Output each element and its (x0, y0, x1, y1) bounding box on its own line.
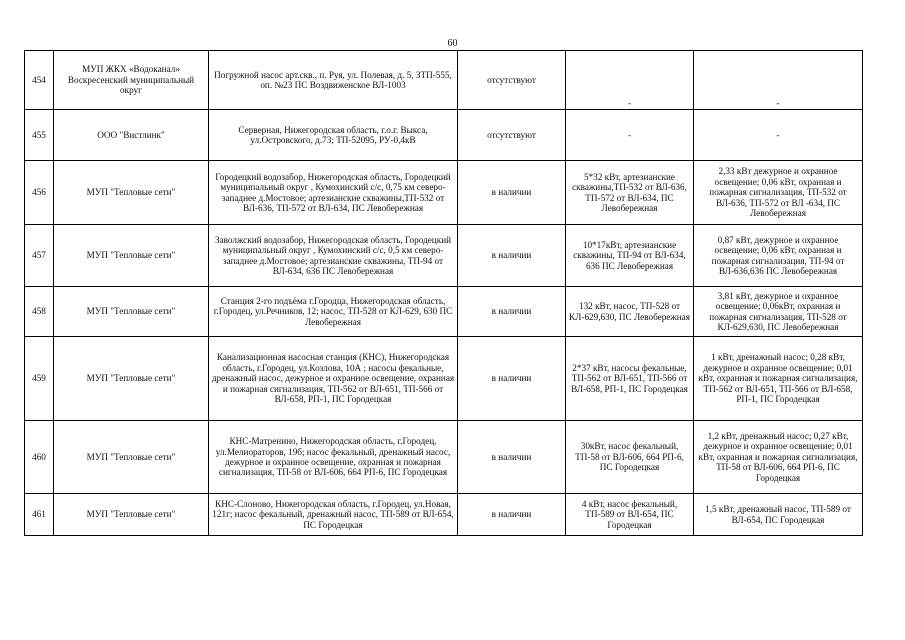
address-cell: Серверная, Нижегородская область, г.о.г. Выкса, ул.Островского, д.73; ТП-52095, РУ-0,4кВ (209, 110, 458, 161)
backup-power-cell: 1,5 кВт, дренажный насос, ТП-589 от ВЛ-654, ПС Городецкая (694, 494, 863, 536)
table-row (25, 494, 863, 536)
document-table (24, 50, 863, 536)
address-cell: Погружной насос арт.скв., п. Руя, ул. Полевая, д. 5, ЗТП-555, оп. №23 ПС Воздвиженское ВЛ-1003 (209, 51, 458, 110)
address-cell: Станция 2-го подъёма г.Городца, Нижегородская область, г.Городец, ул.Речников, 12; насос, ТП-528 от КЛ-629, 630 ПС Левобережная (209, 287, 458, 337)
equipment-status-cell: в наличии (458, 161, 566, 225)
equipment-status-cell: отсутствуют (458, 51, 566, 110)
page-number: 60 (447, 38, 458, 49)
organization-cell: МУП "Тепловые сети" (54, 337, 209, 421)
table-row (25, 337, 863, 421)
row-number: 455 (25, 110, 54, 161)
organization-cell: МУП "Тепловые сети" (54, 421, 209, 494)
row-number: 459 (25, 337, 54, 421)
main-power-cell: 2*37 кВт, насосы фекальные, ТП-562 от ВЛ-651, ТП-566 от ВЛ-658, РП-1, ПС Городецкая (566, 337, 694, 421)
table-row (25, 287, 863, 337)
main-power-cell: - (566, 110, 694, 161)
organization-cell: МУП "Тепловые сети" (54, 161, 209, 225)
row-number: 457 (25, 225, 54, 287)
address-cell: Городецкий водозабор, Нижегородская область, Городецкий муниципальный округ , Кумохинский с/с, 0,75 км северо-западнее д.Мостовое; артезианские скважины,ТП-532 от ВЛ-636, ТП-572 от ВЛ-634, ПС Левобережная (209, 161, 458, 225)
table-row (25, 51, 863, 110)
address-cell: Канализационная насосная станция (КНС), Нижегородская область, г.Городец, ул.Козлова, 10А ; насосы фекальные, дренажный насос, дежурное и охранное освещение, охранная и пожарная сигнализация, ТП-562 от ВЛ-651, ТП-566 от ВЛ-658, РП-1, ПС Городецкая (209, 337, 458, 421)
main-power-cell: 10*17кВт, артезианские скважины, ТП-94 от ВЛ-634, 636 ПС Левобережная (566, 225, 694, 287)
main-power-cell: 5*32 кВт, артезианские скважины,ТП-532 от ВЛ-636, ТП-572 от ВЛ-634, ПС Левобережная (566, 161, 694, 225)
organization-cell: МУП ЖКХ «Водоканал» Воскресенский муниципальный округ (54, 51, 209, 110)
table-row (25, 225, 863, 287)
equipment-status-cell: в наличии (458, 421, 566, 494)
main-power-cell: 4 кВт, насос фекальный, ТП-589 от ВЛ-654, ПС Городецкая (566, 494, 694, 536)
address-cell: Заволжский водозабор, Нижегородская область, Городецкий муниципальный округ , Кумохинский с/с, 0,5 км северо-западнее д.Мостовое; артезианские скважины, ТП-94 от ВЛ-634, 636 ПС Левобережная (209, 225, 458, 287)
organization-cell: МУП "Тепловые сети" (54, 494, 209, 536)
row-number: 461 (25, 494, 54, 536)
table-row (25, 421, 863, 494)
table-row (25, 110, 863, 161)
row-number: 454 (25, 51, 54, 110)
organization-cell: МУП "Тепловые сети" (54, 287, 209, 337)
main-power-cell: 132 кВт, насос, ТП-528 от КЛ-629,630, ПС Левобережная (566, 287, 694, 337)
backup-power-cell: 1,2 кВт, дренажный насос; 0,27 кВт, дежурное и охранное освещение; 0,01 кВт, охранная и пожарная сигнализация, ТП-58 от ВЛ-606, 664 РП-6, ПС Городецкая (694, 421, 863, 494)
address-cell: КНС-Слоново, Нижегородская область, г.Городец, ул.Новая, 121г; насос фекальный, дренажный насос, ТП-589 от ВЛ-654, ПС Городецкая (209, 494, 458, 536)
backup-power-cell: - (694, 51, 863, 110)
backup-power-cell: 1 кВт, дренажный насос; 0,28 кВт, дежурное и охранное освещение; 0,01 кВт, охранная и пожарная сигнализация, ТП-562 от ВЛ-651, ТП-566 от ВЛ-658, РП-1, ПС Городецкая (694, 337, 863, 421)
equipment-status-cell: в наличии (458, 494, 566, 536)
organization-cell: ООО "Вистлинк" (54, 110, 209, 161)
equipment-status-cell: в наличии (458, 225, 566, 287)
backup-power-cell: - (694, 110, 863, 161)
row-number: 456 (25, 161, 54, 225)
equipment-status-cell: в наличии (458, 287, 566, 337)
backup-power-cell: 0,87 кВт, дежурное и охранное освещение; 0,06 кВт, охранная и пожарная сигнализация, ТП-94 от ВЛ-636,636 ПС Левобережная (694, 225, 863, 287)
table-row (25, 161, 863, 225)
equipment-status-cell: в наличии (458, 337, 566, 421)
row-number: 460 (25, 421, 54, 494)
equipment-status-cell: отсутствуют (458, 110, 566, 161)
backup-power-cell: 3,81 кВт, дежурное и охранное освещение; 0,06кВт, охранная и пожарная сигнализация, ТП-528 от КЛ-629,630, ПС Левобережная (694, 287, 863, 337)
row-number: 458 (25, 287, 54, 337)
backup-power-cell: 2,33 кВт дежурное и охранное освещение; 0,06 кВт, охранная и пожарная сигнализация, ТП-532 от ВЛ-636, ТП-572 от ВЛ -634, ПС Левобережная (694, 161, 863, 225)
address-cell: КНС-Матренино, Нижегородская область, г.Городец, ул.Мелиораторов, 19б; насос фекальный, дренажный насос, дежурное и охранное освещение, охранная и пожарная сигнализация, ТП-58 от ВЛ-606, 664 РП-6, ПС Городецкая (209, 421, 458, 494)
organization-cell: МУП "Тепловые сети" (54, 225, 209, 287)
main-power-cell: - (566, 51, 694, 110)
main-power-cell: 30кВт, насос фекальный, ТП-58 от ВЛ-606, 664 РП-6, ПС Городецкая (566, 421, 694, 494)
